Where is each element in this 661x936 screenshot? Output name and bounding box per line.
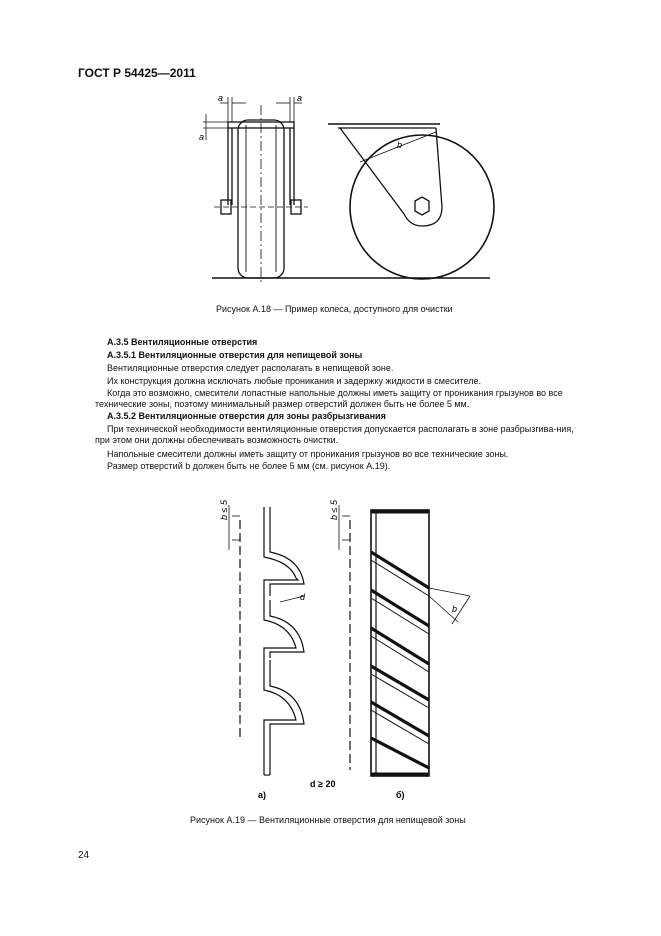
document-header: ГОСТ Р 54425—2011	[78, 66, 196, 80]
dim-a-side: a	[199, 132, 205, 142]
paragraph-4: При технической необходимости вентиляционные отверстия допускается располагать в зоне разбрызгива-ния, при этом они должны обеспечивать возможность очистки.	[95, 424, 574, 445]
paragraph-1: Вентиляционные отверстия следует располагать в непищевой зоне.	[107, 363, 394, 373]
label-a: а)	[258, 790, 267, 800]
paragraph-3: Когда это возможно, смесители лопастные напольные должны иметь защиту от проникания грызунов во все технические зоны, поэтому минимальный размер отверстий должен быть не более 5 мм.	[95, 388, 563, 409]
figure-a19-caption: Рисунок А.19 — Вентиляционные отверстия для непищевой зоны	[190, 815, 466, 825]
condition-d: d ≥ 20	[310, 779, 336, 789]
dim-b: b	[397, 140, 403, 150]
paragraph-5: Напольные смесители должны иметь защиту от проникания грызунов во все технические зоны.	[107, 449, 509, 459]
section-heading-a352: А.3.5.2 Вентиляционные отверстия для зоны разбрызгивания	[107, 411, 386, 421]
label-b-right: b	[452, 604, 458, 614]
section-heading-a35: А.3.5 Вентиляционные отверстия	[107, 337, 258, 347]
figure-a18-caption: Рисунок А.18 — Пример колеса, доступного для очистки	[216, 304, 453, 314]
paragraph-6: Размер отверстий b должен быть не более 5 мм (см. рисунок А.19).	[107, 461, 391, 471]
dim-b-b: b ≤ 5	[329, 500, 339, 520]
dim-b-a: b ≤ 5	[219, 500, 229, 520]
section-heading-a351: А.3.5.1 Вентиляционные отверстия для непищевой зоны	[107, 350, 363, 360]
page-number: 24	[78, 850, 90, 861]
dim-a-top-left: a	[218, 93, 224, 103]
paragraph-2: Их конструкция должна исключать любые проникания и задержку жидкости в смесителе.	[107, 376, 481, 386]
label-b: б)	[396, 790, 405, 800]
dim-a-top-right: a	[297, 93, 303, 103]
label-d: d	[300, 592, 306, 602]
